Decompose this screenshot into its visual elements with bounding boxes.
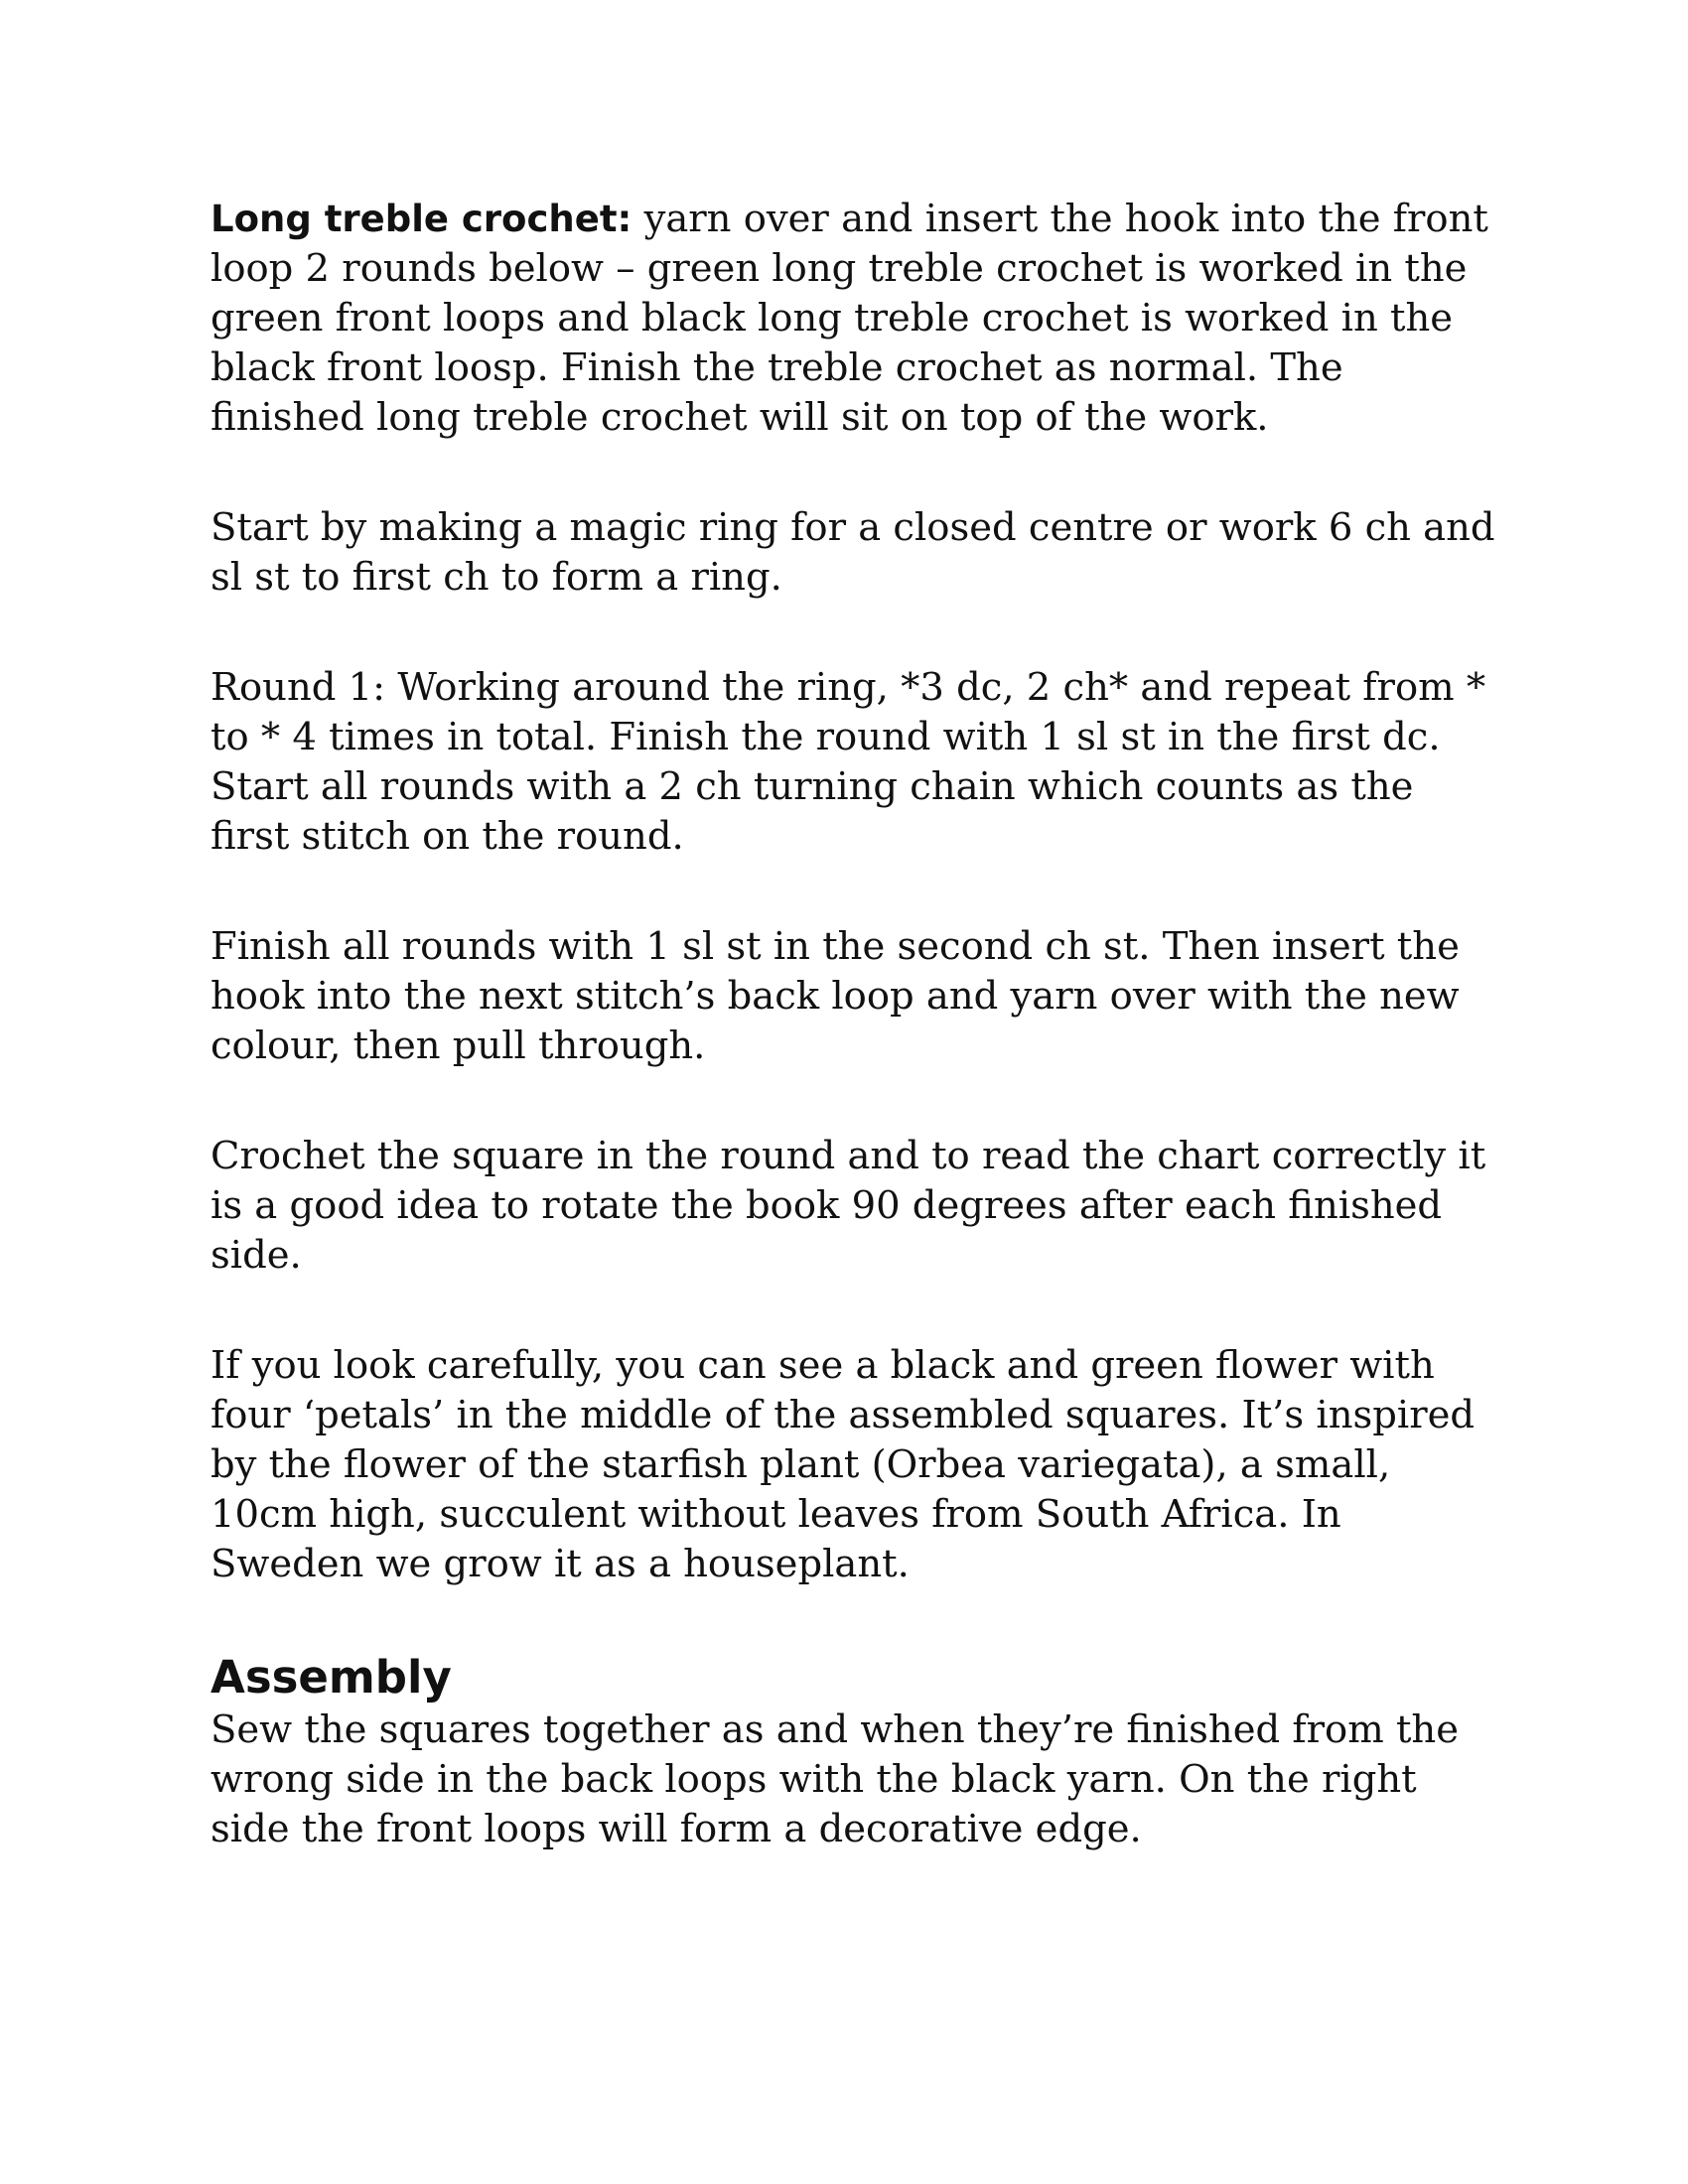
assembly-paragraph: Sew the squares together as and when they’re finished from the wrong side in the back loops with the black yarn. On the right side the front loops will form a decorative edge. bbox=[211, 1707, 1460, 1851]
magic-ring-paragraph: Start by making a magic ring for a closed centre or work 6 ch and sl st to first ch to form a ring. bbox=[211, 505, 1495, 600]
rotate-book-paragraph: Crochet the square in the round and to read the chart correctly it is a good idea to rotate the book 90 degrees after each finished side. bbox=[211, 1134, 1486, 1278]
round-one-paragraph: Round 1: Working around the ring, *3 dc, 2 ch* and repeat from * to * 4 times in total. Finish the round with 1 sl st in the first dc. Start all rounds with a 2 ch turning chain which counts as the first stitch on the round. bbox=[211, 665, 1486, 859]
assembly-heading: Assembly bbox=[211, 1651, 452, 1704]
document-page bbox=[211, 195, 1501, 1915]
finish-rounds-paragraph: Finish all rounds with 1 sl st in the second ch st. Then insert the hook into the next stitch’s back loop and yarn over with the new colour, then pull through. bbox=[211, 924, 1460, 1068]
flower-paragraph: If you look carefully, you can see a black and green flower with four ‘petals’ in the middle of the assembled squares. It’s inspired by the flower of the starfish plant (Orbea variegata), a small, 10cm high, succulent without leaves from South Africa. In Sweden we grow it as a houseplant. bbox=[211, 1343, 1476, 1586]
long-treble-description: yarn over and insert the hook into the front loop 2 rounds below – green long treble crochet is worked in the green front loops and black long treble crochet is worked in the black front loosp. Finish the treble crochet as normal. The finished long treble crochet will sit on top of the work. bbox=[211, 197, 1488, 440]
intro-paragraph bbox=[211, 195, 1501, 443]
long-treble-term: Long treble crochet: bbox=[211, 198, 633, 240]
